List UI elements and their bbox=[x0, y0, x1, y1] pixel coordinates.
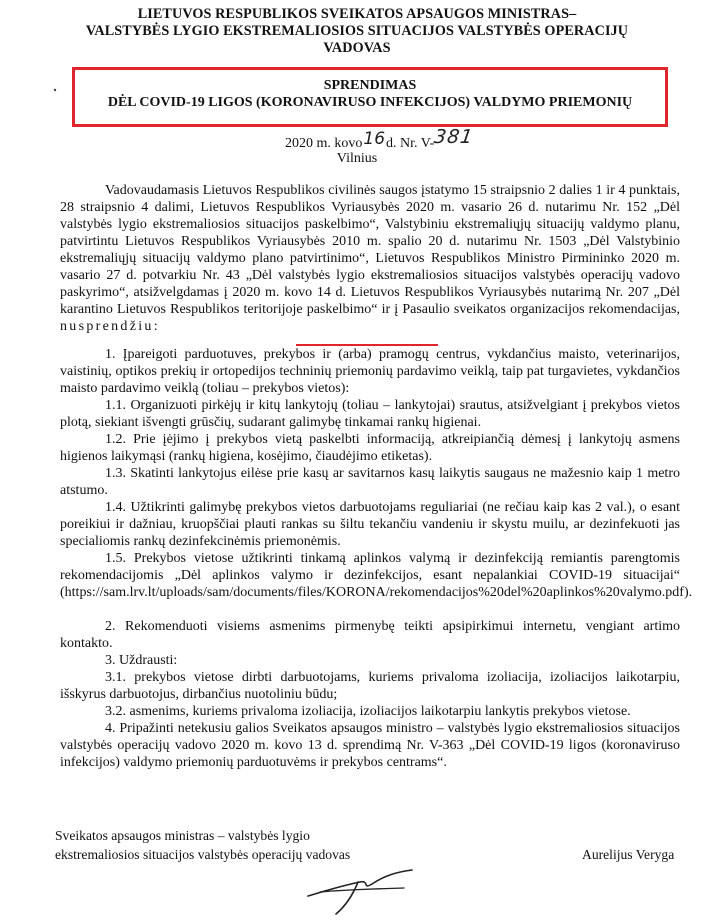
document-type-title: SPRENDIMAS bbox=[323, 78, 417, 93]
issuer-line-3: VADOVAS bbox=[323, 40, 391, 56]
item-1: 1. Įpareigoti parduotuves, prekybos ir (arba) pramogų centrus, vykdančius maisto, veterinarijos, vaistinių, optikos prekių ir ortopedijos techninių priemonių pardavimo veiklą, taip pat turgavietes, vykdančios maisto pardavimo veiklą (toliau – prekybos vietos): bbox=[60, 347, 680, 396]
city-line: Vilnius bbox=[336, 151, 378, 166]
handwritten-signature bbox=[300, 862, 450, 918]
item-1-3: 1.3. Skatinti lankytojus eilėse prie kasų ar savitarnos kasų laikytis saugaus ne mažesnio kaip 1 metro atstumo. bbox=[60, 466, 680, 498]
item-4: 4. Pripažinti netekusiu galios Sveikatos apsaugos ministro – valstybės lygio ekstremaliosios situacijos valstybės operacijų vadovo 2020 m. kovo 13 d. sprendimą Nr. V-363 „Dėl COVID-19 ligos (koronaviruso infekcijos) valdymo priemonių parduotuvėms ir prekybos centrams“. bbox=[60, 721, 680, 770]
date-prefix: 2020 m. kovo bbox=[285, 136, 363, 151]
signatory-name: Aurelijus Veryga bbox=[582, 847, 675, 862]
preamble-text: Vadovaudamasis Lietuvos Respublikos civilinės saugos įstatymo 15 straipsnio 2 dalies 1 ir 4 punktais, 28 straipsnio 4 dalimi, Lietuvos Respublikos Vyriausybės 2020 m. vasario 26 d. nutarimu Nr. 152 „Dėl valstybės lygio ekstremaliosios situacijos paskelbimo“, Valstybiniu ekstremaliųjų situacijų valdymo planu, patvirtintu Lietuvos Respublikos Vyriausybės 2010 m. spalio 20 d. nutarimu Nr. 1503 „Dėl Valstybinio ekstremaliųjų situacijų valdymo plano patvirtinimo“, Lietuvos Respublikos Ministro Pirmininko 2020 m. vasario 27 d. potvarkiu Nr. 43 „Dėl valstybės lygio ekstremaliosios situacijos valstybės operacijų vadovo paskyrimo“, atsižvelgdamas į 2020 m. kovo 14 d. Lietuvos Respublikos Vyriausybės nutarimą Nr. 207 „Dėl karantino Lietuvos Respublikos teritorijoje paskelbimo“ ir į Pasaulio sveikatos organizacijos rekomendacijas, bbox=[60, 183, 680, 317]
decides-keyword: nusprendžiu: bbox=[60, 319, 160, 334]
signatory-position bbox=[55, 826, 350, 864]
date-middle: d. Nr. V- bbox=[386, 136, 435, 151]
document-subject-title: DĖL COVID-19 LIGOS (KORONAVIRUSO INFEKCIJOS) VALDYMO PRIEMONIŲ bbox=[107, 95, 633, 110]
issuer-line-2: VALSTYBĖS LYGIO EKSTREMALIOSIOS SITUACIJOS VALSTYBĖS OPERACIJŲ bbox=[85, 23, 629, 39]
issuer-line-1: LIETUVOS RESPUBLIKOS SVEIKATOS APSAUGOS MINISTRAS– bbox=[137, 6, 577, 22]
handwritten-day: 16 bbox=[363, 129, 386, 149]
item-2: 2. Rekomenduoti visiems asmenims pirmenybę teikti apsipirkimui internetu, vengiant artimo kontakto. bbox=[60, 619, 680, 651]
handwritten-number: 381 bbox=[432, 126, 476, 148]
signatory-position-line-2: ekstremaliosios situacijos valstybės operacijų vadovas bbox=[55, 847, 351, 862]
scan-dot-mark bbox=[53, 88, 59, 92]
item-3-2: 3.2. asmenims, kuriems privaloma izoliacija, izoliacijos laikotarpiu lankytis prekybos vietose. bbox=[105, 704, 631, 719]
item-1-1: 1.1. Organizuoti pirkėjų ir kitų lankytojų (toliau – lankytojai) srautus, atsižvelgiant į prekybos vietos plotą, siekiant išvengti grūsčių, sudarant galimybę tinkamai rankų higienai. bbox=[60, 398, 680, 430]
item-3: 3. Uždrausti: bbox=[105, 653, 178, 668]
item-1-4: 1.4. Užtikrinti galimybę prekybos vietos darbuotojams reguliariai (ne rečiau kaip kas 2 val.), o esant poreikiui ir dažniau, kruopščiai plauti rankas su šiltu tekančiu vandeniu ir skystu muilu, ar dezinfekuoti jas specialiomis rankų dezinfekcinėmis priemonėmis. bbox=[60, 500, 680, 549]
item-1-5: 1.5. Prekybos vietose užtikrinti tinkamą aplinkos valymą ir dezinfekciją remiantis parengtomis rekomendacijomis „Dėl aplinkos valymo ir dezinfekcijos, esant nepalankiai COVID-19 situacijai“ (https://sam.lrv.lt/uploads/sam/documents/files/KORONA/rekomendacijos%20del%20aplinkos%20valymo.pdf). bbox=[60, 551, 693, 600]
signatory-position-line-1: Sveikatos apsaugos ministras – valstybės lygio bbox=[55, 828, 310, 843]
item-3-1: 3.1. prekybos vietose dirbti darbuotojams, kuriems privaloma izoliacija, izoliacijos laikotarpiu, išskyrus darbuotojus, dirbančius nuotoliniu būdu; bbox=[60, 670, 680, 702]
item-1-2: 1.2. Prie įėjimo į prekybos vietą paskelbti informaciją, atkreipiančią dėmesį į lankytojų asmens higienos laikymąsi (rankų higiena, kosėjimo, čiaudėjimo etiketas). bbox=[60, 432, 680, 464]
preamble-paragraph bbox=[60, 182, 680, 335]
